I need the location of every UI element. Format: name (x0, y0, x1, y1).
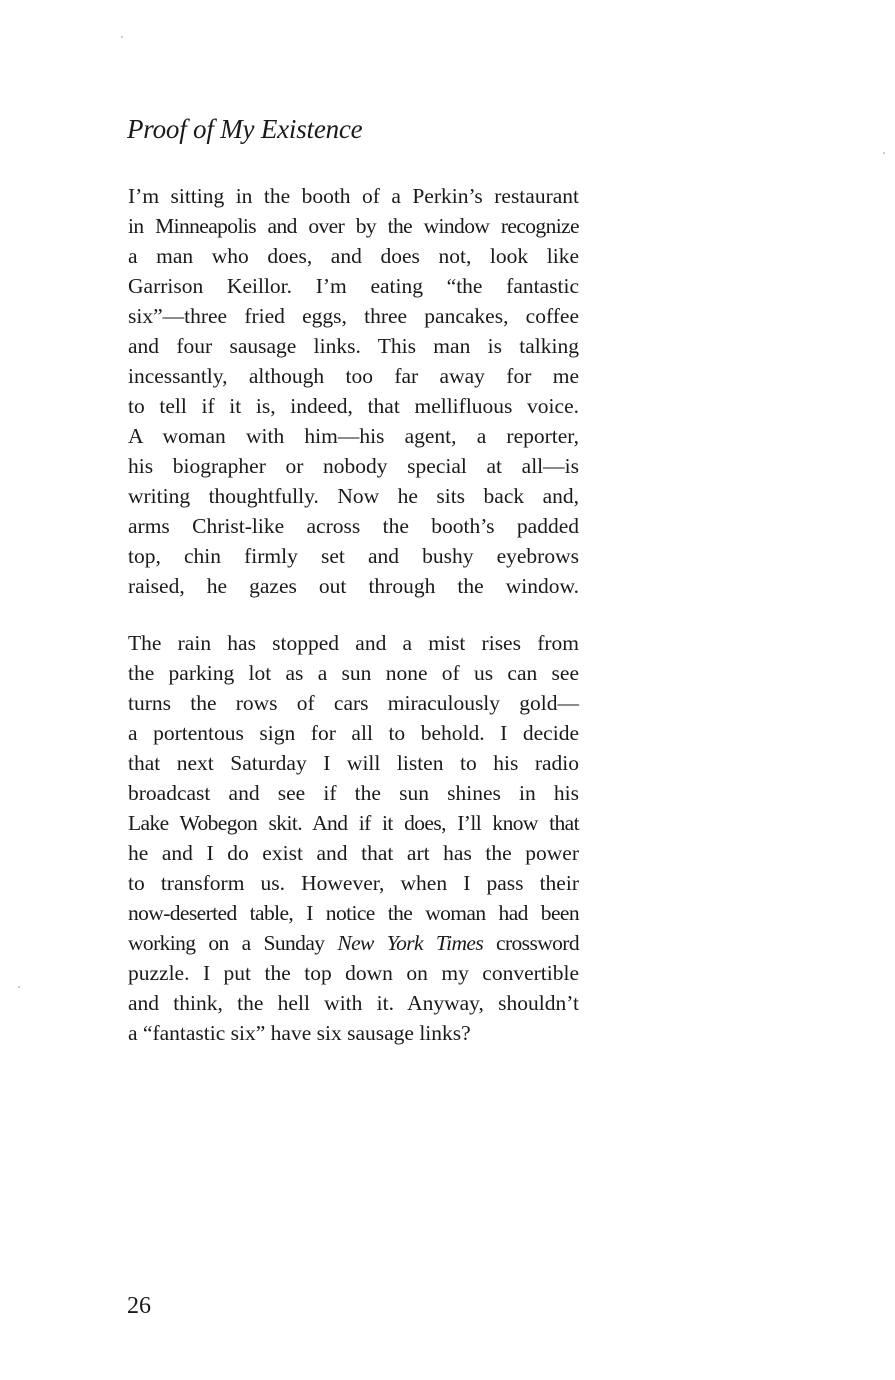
text-line: to transform us. However, when I pass their (128, 871, 579, 895)
text-line: to tell if it is, indeed, that mellifluous voice. (128, 394, 579, 418)
paragraph-2 (128, 628, 579, 1048)
text-line: his biographer or nobody special at all—is (128, 454, 579, 478)
poem-title: Proof of My Existence (127, 114, 363, 144)
paper-speck (121, 36, 123, 38)
text-line: six”—three fried eggs, three pancakes, coffee (128, 304, 579, 328)
text-line: The rain has stopped and a mist rises from (128, 631, 579, 655)
text-line: a “fantastic six” have six sausage links? (128, 1021, 471, 1045)
text-line: Lake Wobegon skit. And if it does, I’ll know that (128, 811, 579, 835)
paper-speck (18, 986, 20, 988)
paragraph-1 (128, 181, 579, 601)
text-line: a portentous sign for all to behold. I decide (128, 721, 579, 745)
text-line: top, chin firmly set and bushy eyebrows (128, 544, 579, 568)
text-line: the parking lot as a sun none of us can see (128, 661, 579, 685)
text-line: a man who does, and does not, look like (128, 244, 579, 268)
text-line: turns the rows of cars miraculously gold— (128, 691, 579, 715)
paper-speck (883, 152, 885, 154)
text-line: and four sausage links. This man is talking (128, 334, 579, 358)
page-number: 26 (127, 1293, 151, 1319)
text-segment: crossword (483, 931, 580, 955)
text-line: he and I do exist and that art has the power (128, 841, 579, 865)
text-line: A woman with him—his agent, a reporter, (128, 424, 579, 448)
newspaper-title: New York Times (337, 931, 484, 955)
text-line: incessantly, although too far away for me (128, 364, 579, 388)
text-line: I’m sitting in the booth of a Perkin’s restaurant (128, 184, 579, 208)
text-segment: working on a Sunday (128, 931, 338, 955)
text-line: writing thoughtfully. Now he sits back and, (128, 484, 579, 508)
text-line: puzzle. I put the top down on my convertible (128, 961, 579, 985)
text-line: and think, the hell with it. Anyway, shouldn’t (128, 991, 579, 1015)
text-line: in Minneapolis and over by the window recognize (128, 214, 579, 238)
text-line-with-italic (128, 928, 579, 958)
text-line: Garrison Keillor. I’m eating “the fantastic (128, 274, 579, 298)
text-line: now-deserted table, I notice the woman had been (128, 901, 579, 925)
text-line: broadcast and see if the sun shines in his (128, 781, 579, 805)
text-line: arms Christ-like across the booth’s padded (128, 514, 579, 538)
text-line: raised, he gazes out through the window. (128, 574, 579, 598)
text-line: that next Saturday I will listen to his radio (128, 751, 579, 775)
